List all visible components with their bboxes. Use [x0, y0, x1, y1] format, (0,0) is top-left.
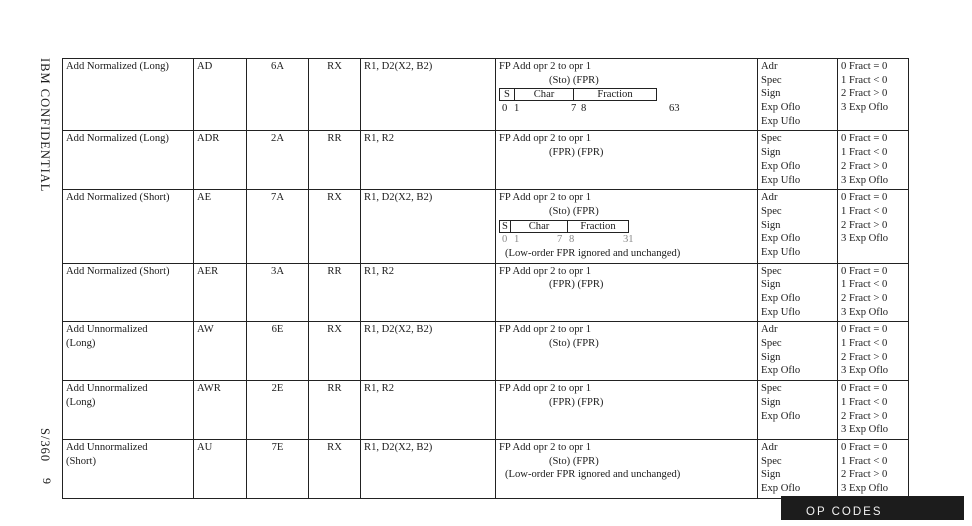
operands: R1, D2(X2, B2)	[361, 190, 496, 263]
operation-line: FP Add opr 2 to opr 1	[499, 133, 592, 145]
condition-code: 2 Fract > 0	[841, 88, 888, 100]
confidential-label: IBM CONFIDENTIAL	[38, 58, 52, 193]
condition-code: 1 Fract < 0	[841, 455, 888, 467]
field-sign: S	[500, 221, 511, 232]
instruction-name-line: Add Unnormalized	[66, 324, 148, 336]
condition-codes	[838, 131, 909, 190]
condition-code: 1 Fract < 0	[841, 147, 888, 159]
instruction-name-line: Add Normalized (Long)	[66, 61, 169, 72]
condition-code: 1 Fract < 0	[841, 338, 888, 350]
format: RX	[309, 59, 361, 131]
op-code: 6A	[247, 59, 309, 131]
exceptions	[758, 190, 838, 263]
condition-code: 0 Fract = 0	[841, 441, 888, 453]
exception: Exp Oflo	[761, 482, 801, 494]
exception: Adr	[761, 324, 778, 336]
exceptions	[758, 439, 838, 498]
operands: R1, D2(X2, B2)	[361, 439, 496, 498]
condition-codes	[838, 263, 909, 322]
condition-code: 2 Fract > 0	[841, 293, 888, 305]
note: (Low-order FPR ignored and unchanged)	[505, 469, 681, 481]
bit-number: 8	[569, 234, 575, 246]
condition-code: 2 Fract > 0	[841, 219, 888, 231]
exception: Sign	[761, 147, 781, 159]
operation-line: FP Add opr 2 to opr 1	[499, 265, 592, 277]
instruction-name	[63, 322, 194, 381]
condition-codes	[838, 439, 909, 498]
exception: Sign	[761, 88, 781, 100]
page-number: 9	[40, 478, 54, 484]
description	[496, 322, 758, 381]
exceptions	[758, 381, 838, 440]
exception: Sign	[761, 351, 781, 363]
instruction-name	[63, 439, 194, 498]
instruction-name-line: Add Unnormalized	[66, 383, 148, 395]
operand-locations: (FPR) (FPR)	[549, 279, 604, 291]
mnemonic: AER	[194, 263, 247, 322]
exception: Sign	[761, 219, 781, 231]
exception: Exp Oflo	[761, 365, 801, 377]
description	[496, 381, 758, 440]
field-diagram	[499, 88, 657, 101]
instruction-name-line: Add Normalized (Long)	[66, 133, 169, 145]
condition-code: 1 Fract < 0	[841, 205, 888, 217]
instruction-name	[63, 263, 194, 322]
exception: Exp Oflo	[761, 410, 801, 422]
condition-codes	[838, 381, 909, 440]
field-sign: S	[500, 89, 515, 100]
condition-code: 3 Exp Oflo	[841, 424, 889, 436]
operand-locations: (Sto) (FPR)	[549, 205, 599, 217]
mnemonic: AE	[194, 190, 247, 263]
exception: Exp Oflo	[761, 293, 801, 305]
condition-code: 0 Fract = 0	[841, 265, 888, 277]
exception: Spec	[761, 205, 782, 217]
exception: Adr	[761, 61, 778, 72]
field-fraction: Fraction	[580, 220, 616, 232]
bit-number: 63	[669, 103, 680, 115]
condition-code: 0 Fract = 0	[841, 383, 888, 395]
field-characteristic: Char	[511, 221, 568, 232]
instruction-name-line: Add Unnormalized	[66, 441, 148, 453]
condition-codes	[838, 190, 909, 263]
op-code: 2E	[247, 381, 309, 440]
exception: Adr	[761, 441, 778, 453]
operands: R1, D2(X2, B2)	[361, 322, 496, 381]
exception: Exp Uflo	[761, 246, 801, 258]
exceptions	[758, 322, 838, 381]
condition-code: 1 Fract < 0	[841, 74, 888, 86]
field-fraction: Fraction	[597, 89, 633, 101]
exception: Adr	[761, 192, 778, 204]
instruction-name	[63, 131, 194, 190]
op-code: 3A	[247, 263, 309, 322]
instruction-name	[63, 59, 194, 131]
operand-locations: (Sto) (FPR)	[549, 338, 599, 350]
operand-locations: (FPR) (FPR)	[549, 147, 604, 159]
mnemonic: AW	[194, 322, 247, 381]
condition-code: 3 Exp Oflo	[841, 482, 889, 494]
format: RX	[309, 439, 361, 498]
description	[496, 131, 758, 190]
exception: Spec	[761, 133, 782, 145]
condition-code: 0 Fract = 0	[841, 61, 888, 72]
exception: Sign	[761, 279, 781, 291]
operation-line: FP Add opr 2 to opr 1	[499, 383, 592, 395]
mnemonic: AD	[194, 59, 247, 131]
exception: Spec	[761, 338, 782, 350]
exception: Spec	[761, 455, 782, 467]
bit-positions	[499, 102, 754, 116]
operands: R1, R2	[361, 131, 496, 190]
table-row	[63, 263, 909, 322]
instruction-name-line: (Long)	[66, 396, 96, 408]
table-row	[63, 439, 909, 498]
instruction-name	[63, 381, 194, 440]
bit-number: 7	[571, 103, 577, 115]
operation-line: FP Add opr 2 to opr 1	[499, 324, 592, 336]
mnemonic: AU	[194, 439, 247, 498]
condition-code: 3 Exp Oflo	[841, 233, 889, 245]
op-codes-table	[62, 58, 909, 499]
bit-positions	[499, 233, 754, 247]
condition-code: 2 Fract > 0	[841, 410, 888, 422]
mnemonic: AWR	[194, 381, 247, 440]
exceptions	[758, 263, 838, 322]
operand-locations: (Sto) (FPR)	[549, 455, 599, 467]
op-codes-body	[63, 59, 909, 499]
condition-code: 2 Fract > 0	[841, 160, 888, 172]
condition-code: 1 Fract < 0	[841, 396, 888, 408]
instruction-name-line: (Short)	[66, 455, 97, 467]
operand-locations: (Sto) (FPR)	[549, 74, 599, 86]
bit-number: 0	[502, 234, 508, 246]
op-code: 2A	[247, 131, 309, 190]
bit-number: 1	[514, 234, 520, 246]
condition-code: 3 Exp Oflo	[841, 174, 889, 186]
condition-code: 0 Fract = 0	[841, 133, 888, 145]
section-title: OP CODES	[806, 506, 883, 518]
description	[496, 439, 758, 498]
condition-code: 1 Fract < 0	[841, 279, 888, 291]
operands: R1, R2	[361, 263, 496, 322]
bit-number: 8	[581, 103, 587, 115]
exception: Sign	[761, 396, 781, 408]
instruction-name	[63, 190, 194, 263]
table-row	[63, 322, 909, 381]
system-label: S/360	[38, 428, 52, 463]
field-diagram	[499, 220, 629, 233]
condition-codes	[838, 322, 909, 381]
exception: Exp Oflo	[761, 160, 801, 172]
bit-number: 0	[502, 103, 508, 115]
operation-line: FP Add opr 2 to opr 1	[499, 192, 592, 204]
exception: Spec	[761, 383, 782, 395]
table-row	[63, 131, 909, 190]
bit-number: 1	[514, 103, 520, 115]
exception: Exp Uflo	[761, 174, 801, 186]
instruction-name-line: Add Normalized (Short)	[66, 192, 170, 204]
operands: R1, D2(X2, B2)	[361, 59, 496, 131]
format: RR	[309, 263, 361, 322]
condition-code: 2 Fract > 0	[841, 351, 888, 363]
instruction-name-line: (Long)	[66, 338, 96, 350]
condition-code: 3 Exp Oflo	[841, 102, 889, 114]
op-code: 7E	[247, 439, 309, 498]
exception: Exp Uflo	[761, 115, 801, 127]
exception: Exp Uflo	[761, 306, 801, 318]
exceptions	[758, 131, 838, 190]
op-code: 6E	[247, 322, 309, 381]
note: (Low-order FPR ignored and unchanged)	[505, 247, 681, 259]
exception: Spec	[761, 265, 782, 277]
bit-number: 31	[623, 234, 634, 246]
operand-locations: (FPR) (FPR)	[549, 396, 604, 408]
condition-code: 0 Fract = 0	[841, 324, 888, 336]
instruction-name-line: Add Normalized (Short)	[66, 265, 170, 277]
exception: Sign	[761, 469, 781, 481]
op-code: 7A	[247, 190, 309, 263]
condition-code: 0 Fract = 0	[841, 192, 888, 204]
format: RR	[309, 381, 361, 440]
bit-number: 7	[557, 234, 563, 246]
operation-line: FP Add opr 2 to opr 1	[499, 441, 592, 453]
operation-line: FP Add opr 2 to opr 1	[499, 61, 592, 72]
table-row	[63, 381, 909, 440]
table-row	[63, 190, 909, 263]
description	[496, 263, 758, 322]
exceptions	[758, 59, 838, 131]
exception: Spec	[761, 74, 782, 86]
format: RR	[309, 131, 361, 190]
condition-code: 3 Exp Oflo	[841, 306, 889, 318]
table-row	[63, 59, 909, 131]
condition-code: 3 Exp Oflo	[841, 365, 889, 377]
operands: R1, R2	[361, 381, 496, 440]
mnemonic: ADR	[194, 131, 247, 190]
description	[496, 59, 758, 131]
field-characteristic: Char	[515, 89, 574, 100]
exception: Exp Oflo	[761, 102, 801, 114]
condition-codes	[838, 59, 909, 131]
exception: Exp Oflo	[761, 233, 801, 245]
format: RX	[309, 190, 361, 263]
condition-code: 2 Fract > 0	[841, 469, 888, 481]
description	[496, 190, 758, 263]
format: RX	[309, 322, 361, 381]
